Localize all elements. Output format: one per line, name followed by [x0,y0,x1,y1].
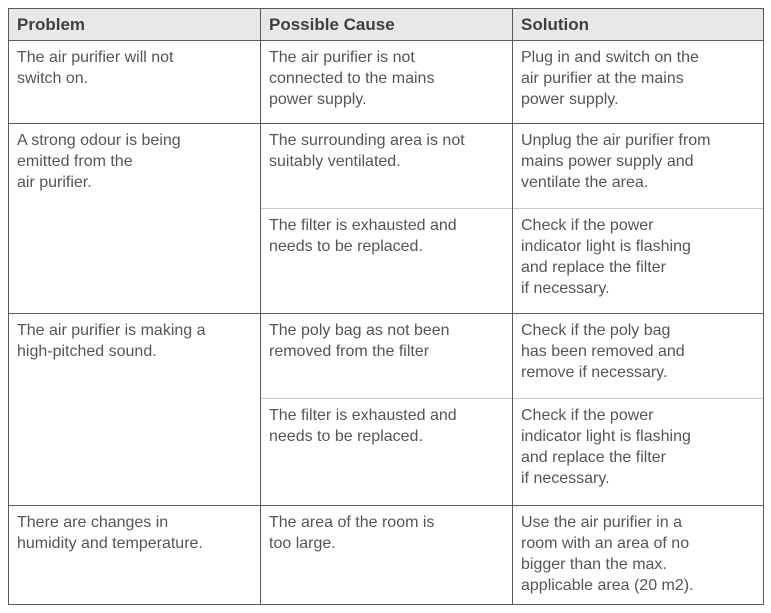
header-solution: Solution [513,9,764,41]
header-problem: Problem [9,9,261,41]
cause-cell [261,41,513,124]
solution-text: Check if the power indicator light is flashing and replace the filter if necessary. [513,208,763,307]
problem-cell [9,41,261,124]
cause-text: The poly bag as not been removed from the filter [269,322,450,360]
problem-text: A strong odour is being emitted from the air purifier. [17,132,181,191]
cause-cell [261,506,513,605]
cause-text: The air purifier is not connected to the mains power supply. [269,49,435,108]
solution-text: Plug in and switch on the air purifier at the mains power supply. [521,49,699,108]
cause-cell [261,124,513,314]
table-row [9,41,764,124]
solution-text: Unplug the air purifier from mains power supply and ventilate the area. [521,132,711,191]
problem-cell [9,506,261,605]
table-row [9,506,764,605]
solution-text: Use the air purifier in a room with an area of no bigger than the max. applicable area (20 m2). [521,514,694,594]
problem-text: There are changes in humidity and temperature. [17,514,203,552]
header-possible-cause: Possible Cause [261,9,513,41]
table-row [9,124,764,314]
solution-cell [513,124,764,314]
solution-text: Check if the power indicator light is flashing and replace the filter if necessary. [513,398,763,497]
cause-cell [261,314,513,506]
table-row [9,314,764,506]
solution-text: Check if the poly bag has been removed and remove if necessary. [521,322,685,381]
cause-text: The surrounding area is not suitably ventilated. [269,132,465,170]
table-header-row [9,9,764,41]
problem-cell [9,314,261,506]
solution-cell [513,41,764,124]
problem-text: The air purifier will not switch on. [17,49,174,87]
solution-cell [513,314,764,506]
problem-text: The air purifier is making a high-pitched sound. [17,322,206,360]
cause-text: The area of the room is too large. [269,514,435,552]
problem-cell [9,124,261,314]
troubleshooting-table [8,8,764,605]
solution-cell [513,506,764,605]
cause-text: The filter is exhausted and needs to be replaced. [261,208,512,265]
cause-text: The filter is exhausted and needs to be replaced. [261,398,512,455]
